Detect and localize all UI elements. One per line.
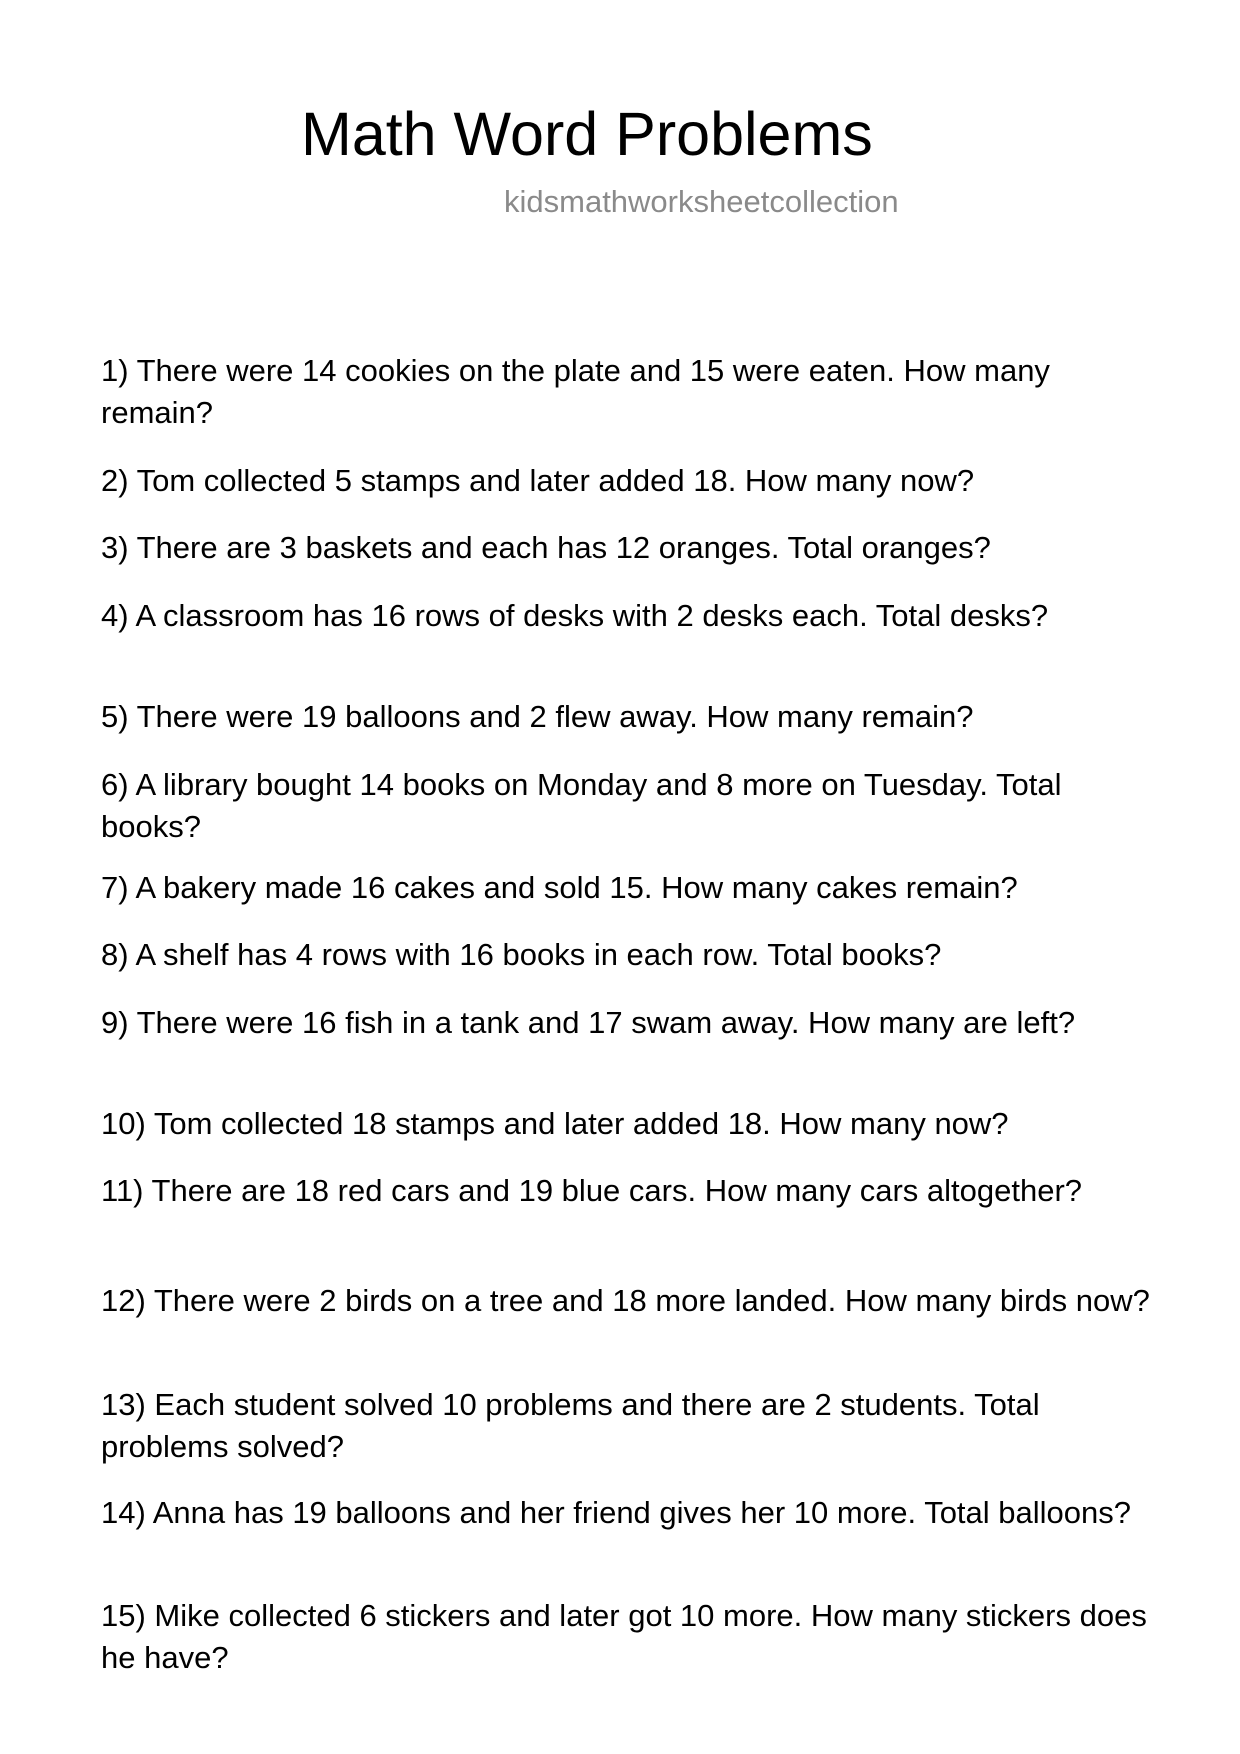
page-title: Math Word Problems — [301, 100, 873, 168]
problem-item: 5) There were 19 balloons and 2 flew away. How many remain? — [101, 699, 974, 734]
problem-item: 13) Each student solved 10 problems and there are 2 students. Total problems solved? — [101, 1387, 1040, 1464]
page-subtitle: kidsmathworksheetcollection — [504, 184, 899, 219]
problem-item: 6) A library bought 14 books on Monday and 8 more on Tuesday. Total books? — [101, 767, 1062, 844]
problem-item: 9) There were 16 fish in a tank and 17 swam away. How many are left? — [101, 1005, 1076, 1040]
problem-item: 14) Anna has 19 balloons and her friend gives her 10 more. Total balloons? — [101, 1495, 1132, 1530]
problem-item: 11) There are 18 red cars and 19 blue cars. How many cars altogether? — [101, 1173, 1083, 1208]
problem-item: 7) A bakery made 16 cakes and sold 15. How many cakes remain? — [101, 870, 1018, 905]
problem-item: 4) A classroom has 16 rows of desks with 2 desks each. Total desks? — [101, 598, 1049, 633]
problem-item: 12) There were 2 birds on a tree and 18 more landed. How many birds now? — [101, 1283, 1150, 1318]
problem-item: 10) Tom collected 18 stamps and later added 18. How many now? — [101, 1106, 1009, 1141]
problem-item: 1) There were 14 cookies on the plate and 15 were eaten. How many remain? — [101, 353, 1050, 430]
problem-item: 8) A shelf has 4 rows with 16 books in each row. Total books? — [101, 937, 942, 972]
problem-item: 3) There are 3 baskets and each has 12 oranges. Total oranges? — [101, 530, 991, 565]
problem-item: 2) Tom collected 5 stamps and later added 18. How many now? — [101, 463, 975, 498]
problem-item: 15) Mike collected 6 stickers and later got 10 more. How many stickers does he have? — [101, 1598, 1147, 1675]
